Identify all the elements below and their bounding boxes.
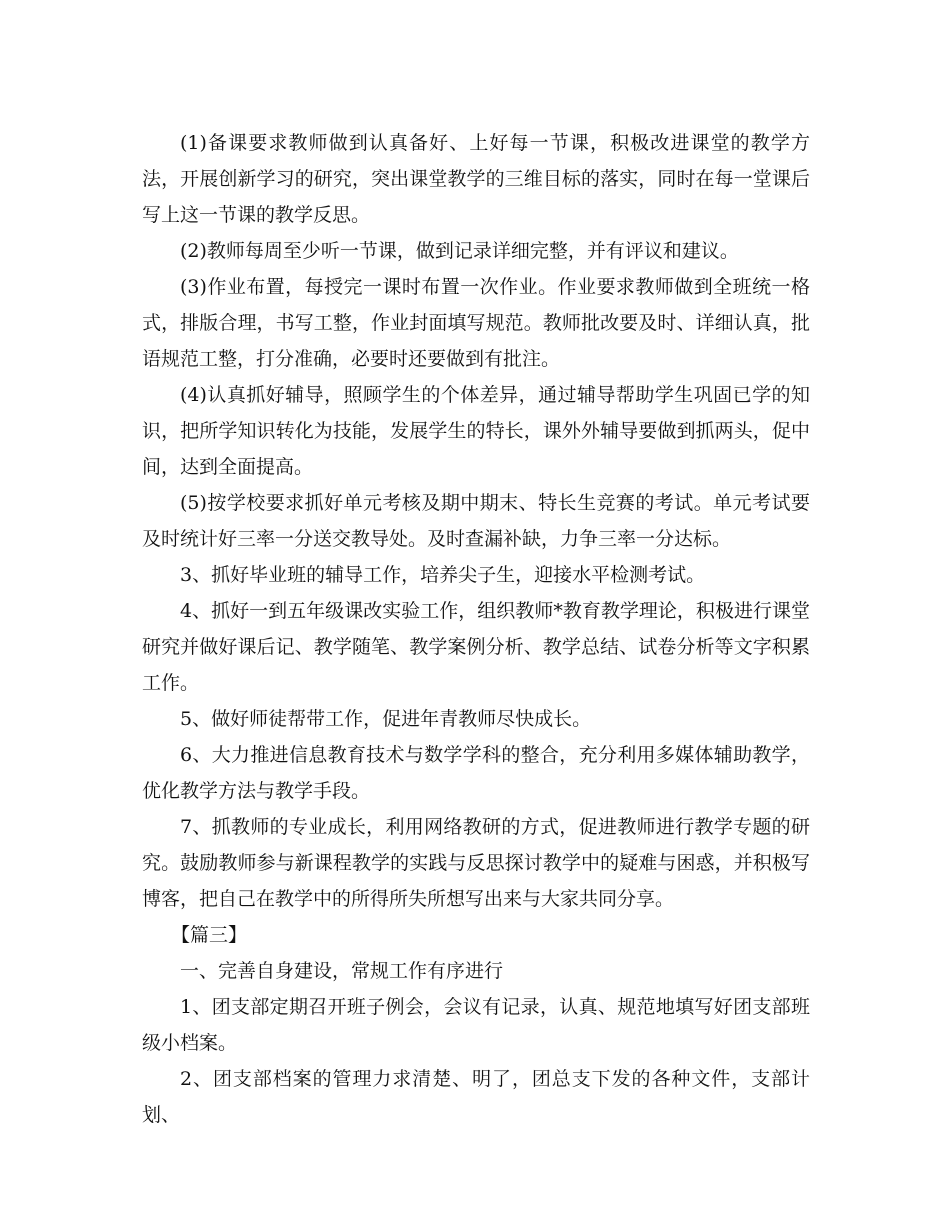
paragraph-8: 5、做好师徒帮带工作，促进年青教师尽快成长。: [180, 708, 592, 730]
paragraph-2: (2)教师每周至少听一节课，做到记录详细完整，并有评议和建议。: [180, 240, 739, 262]
section-paragraph-2: 1、团支部定期召开班子例会，会议有记录，认真、规范地填写好团支部班级小档案。: [142, 996, 810, 1054]
paragraph-1: (1)备课要求教师做到认真备好、上好每一节课，积极改进课堂的教学方法，开展创新学习的研究，突出课堂教学的三维目标的落实，同时在每一堂课后写上这一节课的教学反思。: [142, 132, 810, 226]
document-page: [142, 125, 810, 1133]
section-paragraph-3: 2、团支部档案的管理力求清楚、明了，团总支下发的各种文件，支部计划、: [142, 1068, 810, 1126]
paragraph-4: (4)认真抓好辅导，照顾学生的个体差异，通过辅导帮助学生巩固已学的知识，把所学知识转化为技能，发展学生的特长，课外外辅导要做到抓两头，促中间，达到全面提高。: [142, 384, 810, 478]
paragraph-10: 7、抓教师的专业成长，利用网络教研的方式，促进教师进行教学专题的研究。鼓励教师参与新课程教学的实践与反思探讨教学中的疑难与困惑，并积极写博客，把自己在教学中的所得所失所想写出来与大家共同分享。: [142, 816, 810, 910]
paragraph-5: (5)按学校要求抓好单元考核及期中期末、特长生竞赛的考试。单元考试要及时统计好三率一分送交教导处。及时查漏补缺，力争三率一分达标。: [142, 492, 810, 550]
paragraph-9: 6、大力推进信息教育技术与数学学科的整合，充分利用多媒体辅助教学，优化教学方法与教学手段。: [142, 744, 810, 802]
section-paragraph-1: 一、完善自身建设，常规工作有序进行: [180, 960, 504, 982]
section-heading: 【篇三】: [171, 924, 248, 946]
paragraph-6: 3、抓好毕业班的辅导工作，培养尖子生，迎接水平检测考试。: [180, 564, 706, 586]
paragraph-3: (3)作业布置，每授完一课时布置一次作业。作业要求教师做到全班统一格式，排版合理，书写工整，作业封面填写规范。教师批改要及时、详细认真，批语规范工整，打分准确，必要时还要做到有批注。: [142, 276, 810, 370]
paragraph-7: 4、抓好一到五年级课改实验工作，组织教师*教育教学理论，积极进行课堂研究并做好课后记、教学随笔、教学案例分析、教学总结、试卷分析等文字积累工作。: [142, 600, 810, 694]
